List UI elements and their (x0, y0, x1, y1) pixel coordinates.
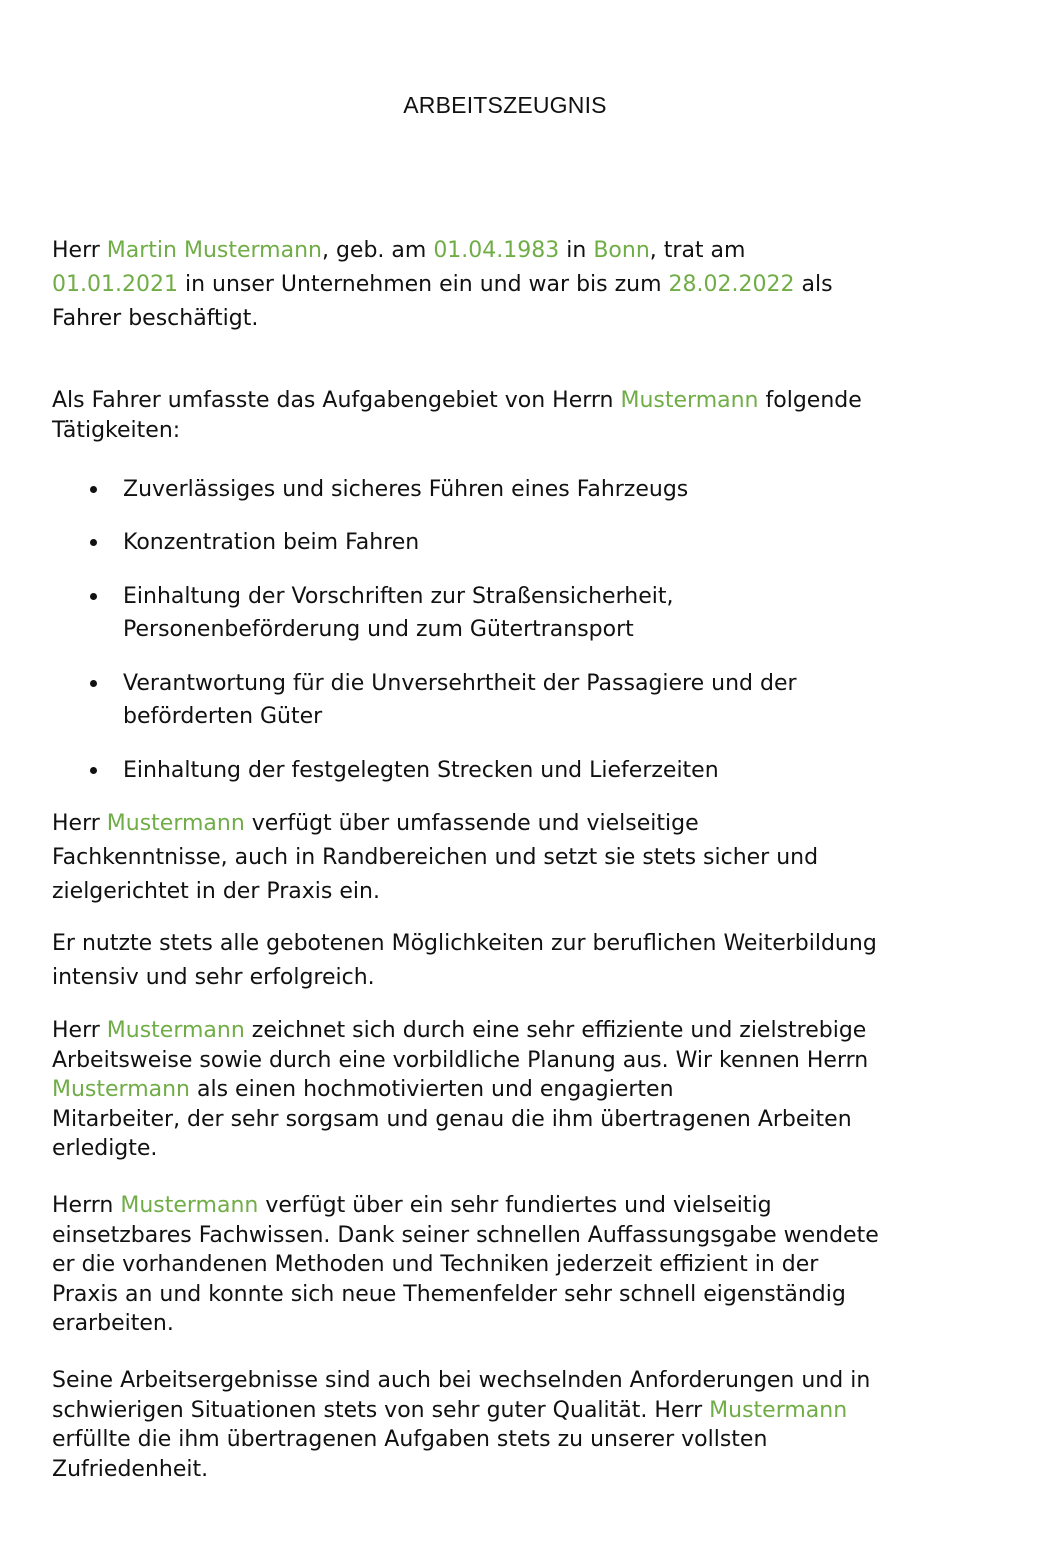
tasks-intro-text: Als Fahrer umfasste das Aufgabengebiet von Herrn (52, 388, 621, 413)
intro-text: in unser Unternehmen ein und war bis zum (177, 272, 669, 297)
list-item (86, 473, 946, 506)
paragraph-text: Fachkenntnisse, auch in Randbereichen und setzt sie stets sicher und (52, 845, 819, 870)
paragraph-text: als einen hochmotivierten und engagierten (190, 1077, 674, 1102)
paragraph-text: erarbeiten. (52, 1311, 174, 1336)
paragraph-text: verfügt über ein sehr fundiertes und vielseitig (258, 1193, 772, 1218)
paragraph-text: Mitarbeiter, der sehr sorgsam und genau die ihm übertragenen Arbeiten (52, 1106, 852, 1132)
end-date: 28.02.2022 (668, 272, 795, 297)
birth-date: 01.04.1983 (433, 238, 560, 263)
list-item (86, 526, 946, 559)
start-date: 01.01.2021 (52, 272, 178, 297)
tasks-intro-text: folgende (758, 388, 862, 413)
knowledge-paragraph (52, 807, 972, 909)
employee-surname: Mustermann (106, 811, 245, 836)
list-item-text: Verantwortung für die Unversehrtheit der Passagiere und der (123, 671, 797, 696)
list-item-text: Personenbeförderung und zum Gütertransport (123, 617, 634, 642)
paragraph-text: einsetzbares Fachwissen. Dank seiner schnellen Auffassungsgabe wendete (52, 1222, 879, 1248)
list-item-text: Zuverlässiges und sicheres Führen eines Fahrzeugs (123, 477, 689, 502)
list-item-text: Einhaltung der Vorschriften zur Straßensicherheit, (123, 584, 674, 609)
employee-name: Martin Mustermann (106, 238, 322, 263)
list-item-text: Konzentration beim Fahren (123, 530, 420, 555)
intro-text: Herr (52, 238, 107, 263)
paragraph-text: verfügt über umfassende und vielseitige (244, 811, 699, 836)
document-title: ARBEITSZEUGNIS (403, 92, 607, 118)
employee-surname: Mustermann (709, 1397, 848, 1423)
list-item (86, 580, 946, 646)
paragraph-text: erfüllte die ihm übertragenen Aufgaben stets zu unserer vollsten (52, 1427, 768, 1452)
results-paragraph (52, 1366, 972, 1484)
employee-surname: Mustermann (120, 1193, 259, 1218)
paragraph-text: er die vorhandenen Methoden und Techniken jederzeit effizient in der (52, 1252, 819, 1277)
working-style-paragraph (52, 1016, 972, 1164)
list-item-text: beförderten Güter (123, 704, 323, 729)
employee-surname: Mustermann (52, 1077, 191, 1102)
list-item (86, 754, 946, 787)
paragraph-text: zeichnet sich durch eine sehr effiziente und zielstrebige (244, 1018, 867, 1043)
paragraph-text: Herrn (52, 1193, 121, 1218)
paragraph-text: erledigte. (52, 1136, 158, 1161)
tasks-intro-paragraph (52, 386, 972, 446)
paragraph-text: Herr (52, 1018, 107, 1043)
training-paragraph (52, 927, 972, 995)
paragraph-text: zielgerichtet in der Praxis ein. (52, 879, 380, 904)
paragraph-text: Arbeitsweise sowie durch eine vorbildliche Planung aus. Wir kennen Herrn (52, 1047, 869, 1073)
list-item-text: Einhaltung der festgelegten Strecken und Lieferzeiten (123, 758, 719, 783)
intro-text: , trat am (649, 238, 746, 263)
intro-text: in (559, 238, 594, 263)
paragraph-text: schwierigen Situationen stets von sehr guter Qualität. Herr (52, 1397, 710, 1423)
intro-text: , geb. am (321, 238, 434, 263)
intro-text: als (794, 272, 833, 297)
intro-paragraph (52, 234, 972, 336)
paragraph-text: Er nutzte stets alle gebotenen Möglichkeiten zur beruflichen Weiterbildung (52, 931, 877, 956)
paragraph-text: Praxis an und konnte sich neue Themenfelder sehr schnell eigenständig (52, 1281, 846, 1307)
employee-surname: Mustermann (106, 1018, 245, 1043)
intro-text: Fahrer beschäftigt. (52, 306, 259, 331)
paragraph-text: Zufriedenheit. (52, 1456, 209, 1482)
birth-place: Bonn (593, 238, 650, 263)
tasks-intro-text: Tätigkeiten: (52, 418, 181, 443)
employee-surname: Mustermann (620, 388, 759, 413)
list-item (86, 667, 946, 733)
paragraph-text: Herr (52, 811, 107, 836)
paragraph-text: Seine Arbeitsergebnisse sind auch bei wechselnden Anforderungen und in (52, 1368, 871, 1393)
expertise-paragraph (52, 1191, 972, 1339)
paragraph-text: intensiv und sehr erfolgreich. (52, 965, 375, 990)
